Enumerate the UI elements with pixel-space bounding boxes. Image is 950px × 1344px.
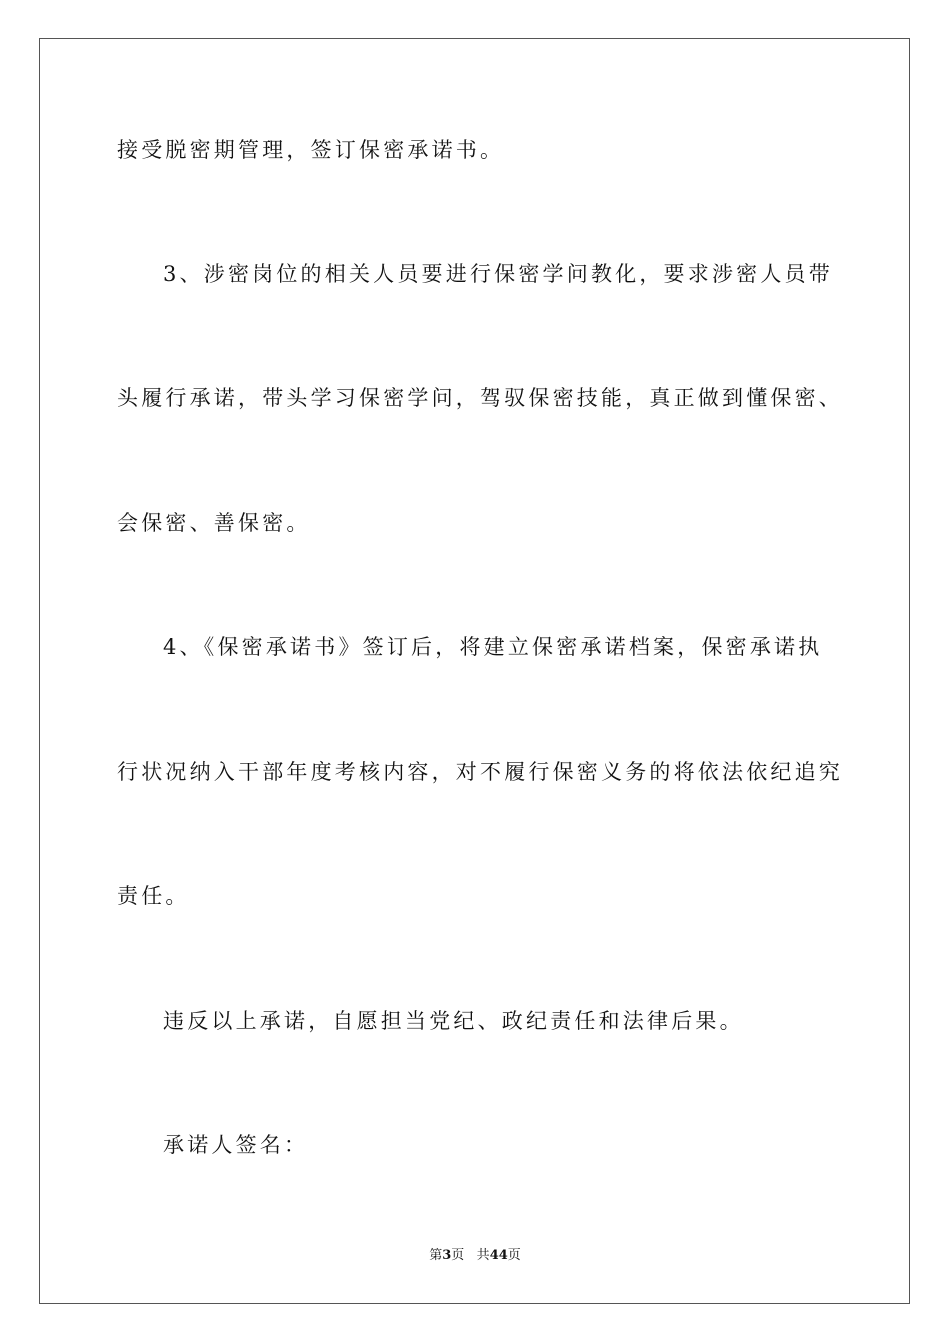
page-prefix: 第 [429, 1248, 443, 1263]
total-pages-number: 44 [489, 1248, 508, 1263]
text-line-1: 接受脱密期管理，签订保密承诺书。 [117, 138, 505, 162]
page-suffix: 页 [451, 1248, 465, 1263]
text-line-2: 3、涉密岗位的相关人员要进行保密学问教化，要求涉密人员带 [163, 262, 833, 286]
text-line-3: 头履行承诺，带头学习保密学问，驾驭保密技能，真正做到懂保密、 [117, 386, 843, 410]
page-footer [0, 1247, 950, 1265]
text-line-8: 违反以上承诺，自愿担当党纪、政纪责任和法律后果。 [163, 1009, 744, 1033]
signature-label: 承诺人签名： [163, 1133, 309, 1157]
text-line-4: 会保密、善保密。 [117, 511, 311, 535]
current-page-number: 3 [442, 1248, 452, 1263]
text-line-7: 责任。 [117, 884, 190, 908]
text-line-6: 行状况纳入干部年度考核内容，对不履行保密义务的将依法依纪追究 [117, 760, 843, 784]
text-line-5: 4、《保密承诺书》签订后，将建立保密承诺档案，保密承诺执 [163, 635, 823, 659]
total-suffix: 页 [507, 1248, 521, 1263]
total-prefix: 共 [476, 1248, 490, 1263]
page-frame [39, 38, 910, 1304]
